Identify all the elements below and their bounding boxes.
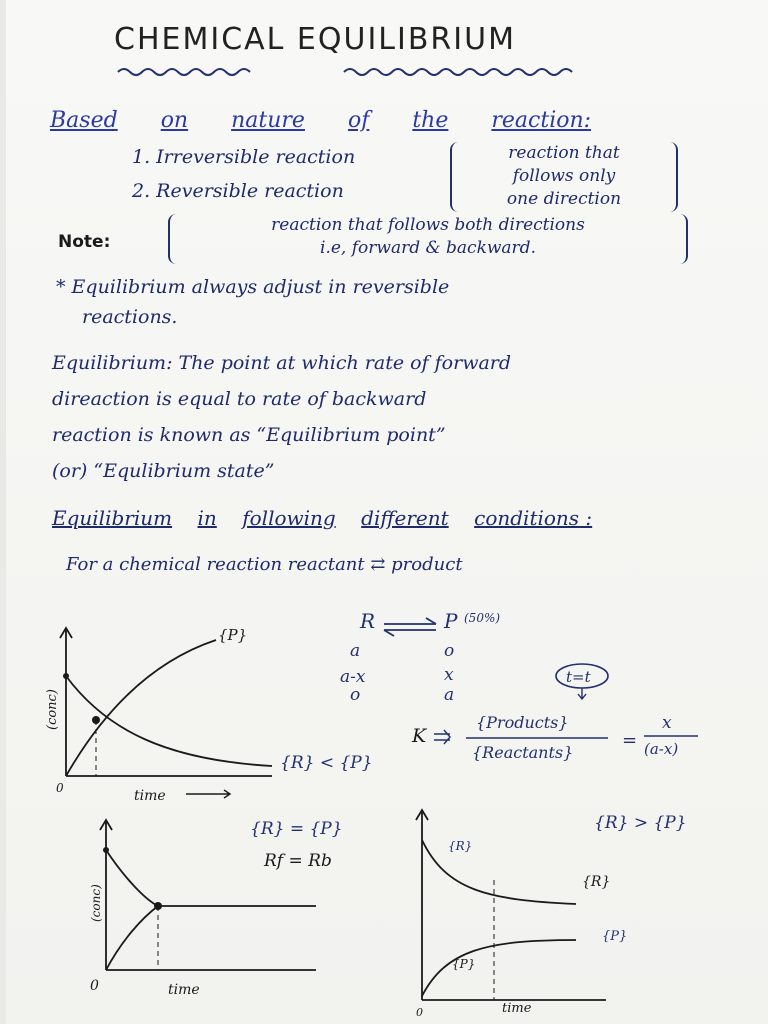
graph2-relation: {R} = {P} (250, 819, 343, 839)
ratio-denominator: (a-x) (644, 740, 679, 758)
basis-word: the (412, 108, 449, 133)
basis-heading (50, 108, 627, 133)
basis-word: of (347, 108, 370, 133)
graph2-y-label: (conc) (89, 884, 103, 922)
reactant-curve (422, 840, 576, 904)
type-irreversible: 1. Irreversible reaction (132, 146, 356, 168)
graph3-p-right: {P} (602, 929, 628, 944)
product-curve (422, 940, 576, 996)
graph1-x-label: time (134, 788, 166, 804)
conditions-heading (52, 506, 592, 530)
graph3-r-top: {R} (448, 839, 473, 853)
table-p-cell: a (444, 685, 455, 705)
bracket-line: follows only (512, 166, 616, 186)
graph3-relation: {R} > {P} (594, 813, 687, 833)
implies-arrow-icon (434, 730, 450, 744)
time-arrow-icon (186, 790, 230, 798)
table-r-cell: a (350, 641, 361, 661)
basis-word: Based (50, 108, 118, 133)
k-numerator: {Products} (476, 713, 569, 732)
note-line: i.e, forward & backward. (320, 238, 536, 258)
table-header-r: R (360, 609, 376, 633)
title-underline (114, 64, 594, 80)
initial-point (103, 847, 109, 853)
heading-word: following (242, 506, 336, 530)
heading-word: conditions : (474, 506, 593, 530)
table-header-p: P (444, 609, 458, 633)
reversible-bracket-note (168, 214, 688, 264)
note-line: reaction that follows both directions (271, 215, 585, 235)
page-title: CHEMICAL EQUILIBRIUM (114, 22, 516, 57)
graph3-x-label: time (502, 1001, 532, 1016)
basis-word: on (160, 108, 189, 133)
table-r-cell: a-x (340, 667, 366, 687)
product-curve (106, 906, 158, 970)
ratio-numerator: x (662, 713, 672, 733)
graph2-origin: 0 (90, 978, 99, 994)
graph3-p-label: {P} (452, 957, 476, 971)
initial-point (63, 673, 69, 679)
equals-sign: = (622, 730, 638, 751)
graph1-y-label: (conc) (45, 689, 60, 730)
graph2-rates: Rf = Rb (264, 851, 332, 871)
graph1-p-label: {P} (218, 626, 248, 644)
graph-r-less-than-p (36, 610, 396, 810)
bracket-line: reaction that (508, 143, 620, 163)
t-equal-label: t=t (566, 668, 591, 686)
basis-word: reaction: (491, 108, 592, 133)
definition-line: (or) “Equlibrium state” (52, 460, 275, 482)
graph-r-greater-than-p (406, 800, 746, 1020)
graph-r-equals-p (76, 810, 396, 1010)
bracket-line: one direction (506, 189, 622, 209)
definition-line: Equilibrium: The point at which rate of forward (52, 352, 512, 374)
definition-line: direaction is equal to rate of backward (52, 388, 427, 410)
k-denominator: {Reactants} (472, 743, 574, 762)
heading-word: Equilibrium (52, 506, 173, 530)
table-p-cell: x (444, 665, 454, 685)
type-reversible: 2. Reversible reaction (132, 180, 344, 202)
for-reaction-line: For a chemical reaction reactant ⇄ product (66, 554, 463, 575)
graph3-origin: 0 (416, 1006, 423, 1019)
graph1-relation: {R} < {P} (280, 753, 373, 773)
point-equilibrium-cont: reactions. (82, 306, 178, 328)
heading-word: in (197, 506, 217, 530)
down-arrow-icon (578, 688, 586, 699)
table-r-cell: o (350, 685, 361, 705)
graph1-origin: 0 (56, 781, 64, 795)
definition-line: reaction is known as “Equilibrium point” (52, 424, 446, 446)
heading-word: different (361, 506, 449, 530)
basis-word: nature (231, 108, 305, 133)
table-p-cell: o (444, 641, 455, 661)
note-label: Note: (58, 232, 111, 252)
k-symbol: K (412, 725, 427, 747)
table-percent: (50%) (464, 611, 501, 625)
point-equilibrium: * Equilibrium always adjust in reversible (56, 276, 450, 298)
irreversible-bracket-note (450, 142, 678, 212)
graph3-r-label: {R} (582, 874, 611, 890)
graph2-x-label: time (168, 982, 200, 998)
